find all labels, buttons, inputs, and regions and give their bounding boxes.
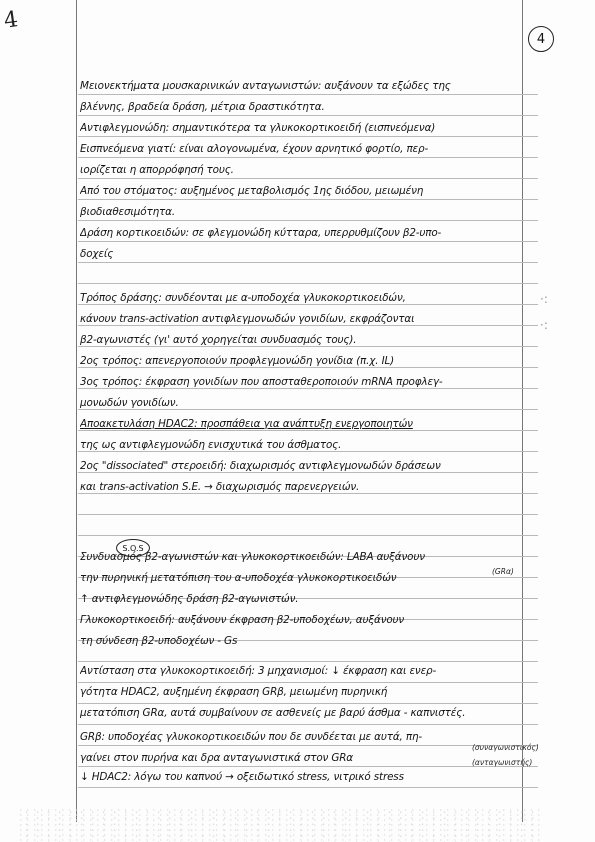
note-line: Αντίσταση στα γλυκοκορτικοειδή: 3 μηχανισμοί: ↓ έκφραση και ενερ- bbox=[80, 665, 437, 677]
ruled-line bbox=[78, 157, 538, 158]
note-line: Δράση κορτικοειδών: σε φλεγμονώδη κύτταρα, υπερρυθμίζουν β2-υπο- bbox=[80, 227, 442, 239]
note-line: Μειονεκτήματα μουσκαρινικών ανταγωνιστών: αυξάνουν τα εξώδες της bbox=[80, 80, 451, 92]
ruled-line bbox=[78, 220, 538, 221]
note-line: μονωδών γονιδίων. bbox=[80, 397, 179, 409]
ruled-line bbox=[78, 178, 538, 179]
ruled-line bbox=[78, 682, 538, 683]
note-line: τη σύνδεση β2-υποδοχέων - Gs bbox=[80, 635, 238, 647]
note-line: GRβ: υποδοχέας γλυκοκορτικοειδών που δε συνδέεται με αυτά, πη- bbox=[80, 731, 422, 743]
ruled-line bbox=[78, 724, 538, 725]
annotation-antagonist: (ανταγωνιστής) bbox=[472, 758, 533, 767]
left-margin-line bbox=[76, 0, 77, 822]
margin-mark: ·: bbox=[540, 318, 548, 332]
note-line: Συνδυασμός β2-αγωνιστών και γλυκοκορτικοειδών: LABA αυξάνουν bbox=[80, 551, 425, 563]
note-line: Αντιφλεγμονώδη: σημαντικότερα τα γλυκοκορτικοειδή (εισπνεόμενα) bbox=[80, 122, 436, 134]
note-line: βιοδιαθεσιμότητα. bbox=[80, 206, 175, 218]
note-line: Γλυκοκορτικοειδή: αυξάνουν έκφραση β2-υποδοχέων, αυξάνουν bbox=[80, 614, 405, 626]
note-line: της ως αντιφλεγμονώδη ενισχυτικά του άσθματος. bbox=[80, 439, 342, 451]
ruled-line bbox=[78, 199, 538, 200]
note-line: Αποακετυλάση HDAC2: προσπάθεια για ανάπτυξη ενεργοποιητών bbox=[80, 418, 413, 430]
ruled-line bbox=[78, 787, 538, 788]
ruled-line bbox=[78, 703, 538, 704]
sos-badge: S.O.S bbox=[116, 539, 150, 557]
note-line: β2-αγωνιστές (γι' αυτό χορηγείται συνδυασμός τους). bbox=[80, 334, 357, 346]
note-line: μετατόπιση GRα, αυτά συμβαίνουν σε ασθενείς με βαρύ άσθμα - καπνιστές. bbox=[80, 707, 466, 719]
ruled-line bbox=[78, 514, 538, 515]
page-number-circled: 4 bbox=[528, 26, 554, 52]
note-line: 2ος "dissociated" στεροειδή: διαχωρισμός αντιφλεγμονωδών δράσεων bbox=[80, 460, 441, 472]
note-line: την πυρηνική μετατόπιση του α-υποδοχέα γλυκοκορτικοειδών bbox=[80, 572, 397, 584]
ruled-line bbox=[78, 94, 538, 95]
note-line: γότητα HDAC2, αυξημένη έκφραση GRβ, μειωμένη πυρηνική bbox=[80, 686, 388, 698]
note-line: Τρόπος δράσης: συνδέονται με α-υποδοχέα γλυκοκορτικοειδών, bbox=[80, 292, 406, 304]
note-line: Από του στόματος: αυξημένος μεταβολισμός 1ης διόδου, μειωμένη bbox=[80, 185, 424, 197]
note-line: γαίνει στον πυρήνα και δρα ανταγωνιστικά στον GRα bbox=[80, 752, 353, 764]
note-line: βλέννης, βραδεία δράση, μέτρια δραστικότητα. bbox=[80, 101, 325, 113]
ruled-line bbox=[78, 661, 538, 662]
note-line: Εισπνεόμενα γιατί: είναι αλογονωμένα, έχουν αρνητικό φορτίο, περ- bbox=[80, 143, 429, 155]
margin-mark: ·: bbox=[540, 292, 548, 306]
ruled-line bbox=[78, 241, 538, 242]
annotation-competitive: (συναγωνιστικός) bbox=[472, 743, 539, 752]
ruled-line bbox=[78, 535, 538, 536]
ruled-line bbox=[78, 136, 538, 137]
ruled-line bbox=[78, 283, 538, 284]
note-line: ↑ αντιφλεγμονώδης δράση β2-αγωνιστών. bbox=[80, 593, 299, 605]
ruled-line bbox=[78, 745, 538, 746]
page-number-corner: 4 bbox=[2, 7, 20, 34]
note-line: 3ος τρόπος: έκφραση γονιδίων που αποσταθεροποιούν mRNA προφλεγ- bbox=[80, 376, 443, 388]
note-line: κάνουν trans-activation αντιφλεγμονωδών γονιδίων, εκφράζονται bbox=[80, 313, 415, 325]
note-line: ↓ HDAC2: λόγω του καπνού → οξειδωτικό stress, νιτρικό stress bbox=[80, 771, 404, 783]
ruled-line bbox=[78, 766, 538, 767]
note-line: δοχείς bbox=[80, 248, 114, 260]
scan-noise bbox=[20, 808, 540, 842]
annotation-gra: (GRα) bbox=[492, 567, 514, 576]
note-line: και trans-activation S.E. → διαχωρισμός παρενεργειών. bbox=[80, 481, 360, 493]
ruled-line bbox=[78, 115, 538, 116]
note-line: 2ος τρόπος: απενεργοποιούν προφλεγμονώδη γονίδια (π.χ. IL) bbox=[80, 355, 395, 367]
ruled-line bbox=[78, 262, 538, 263]
note-line: ιορίζεται η απορρόφησή τους. bbox=[80, 164, 234, 176]
